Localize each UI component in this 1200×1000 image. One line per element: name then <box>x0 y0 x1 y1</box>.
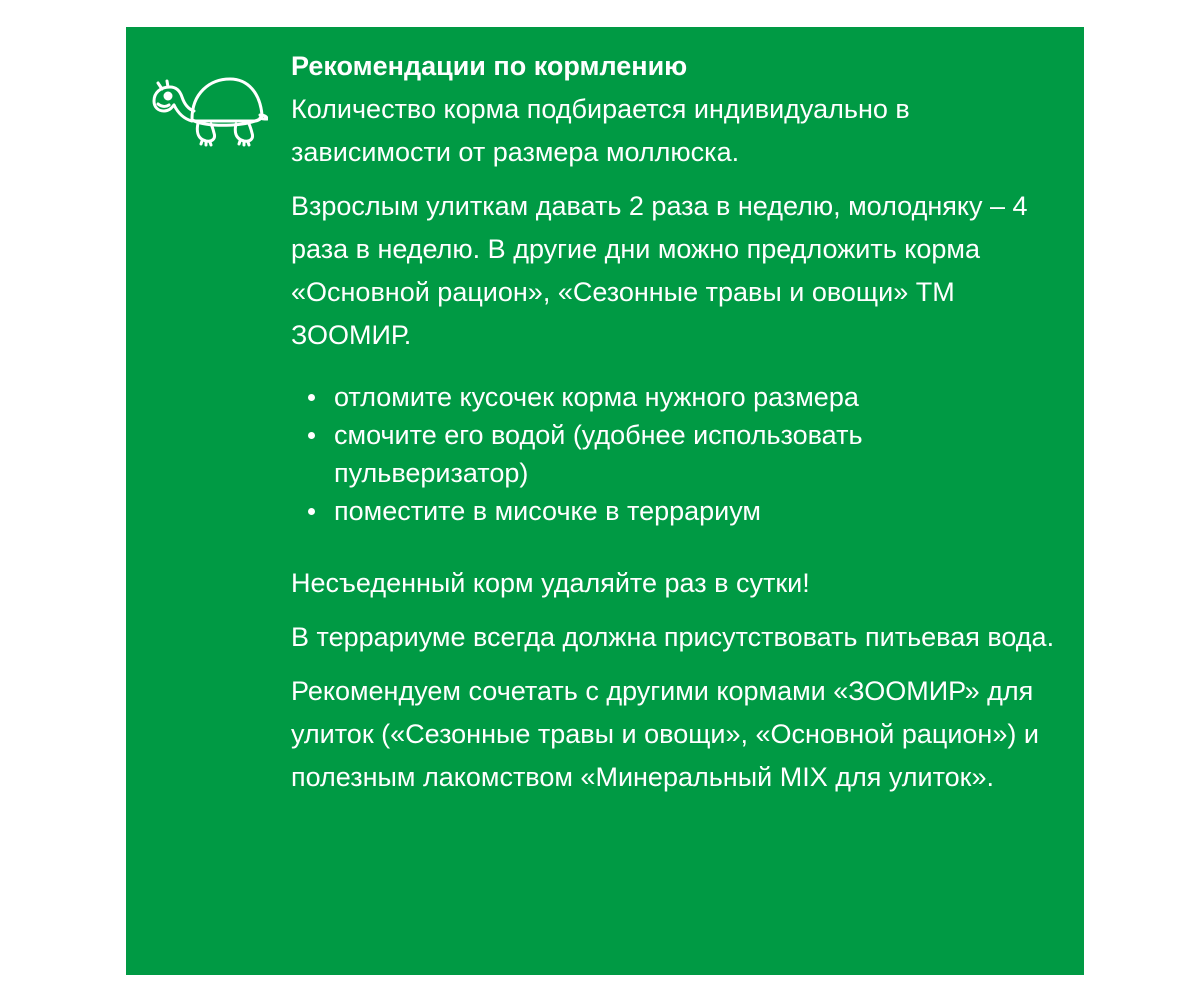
paragraph-remove-food: Несъеденный корм удаляйте раз в сутки! <box>291 568 810 598</box>
recommendations-content <box>291 47 1061 810</box>
paragraph-combine: Рекомендуем сочетать с другими кормами «ЗООМИР» для улиток («Сезонные травы и овощи», «Основной рацион») и полезным лакомством «Минеральный MIX для улиток». <box>291 676 1039 792</box>
list-item <box>308 378 1061 416</box>
feeding-recommendations-card <box>126 27 1084 975</box>
list-item-text: поместите в мисочке в террариум <box>334 496 761 526</box>
section-title: Рекомендации по кормлению <box>291 51 688 81</box>
paragraph-frequency: Взрослым улиткам давать 2 раза в неделю, молодняку – 4 раза в неделю. В другие дни можно предложить корма «Основной рацион», «Сезонные травы и овощи» ТМ ЗООМИР. <box>291 191 1028 350</box>
paragraph-amount: Количество корма подбирается индивидуально в зависимости от размера моллюска. <box>291 94 910 167</box>
turtle-icon <box>148 53 268 157</box>
feeding-steps-list <box>291 378 1061 530</box>
bullet-icon <box>308 432 315 439</box>
list-item-text: смочите его водой (удобнее использовать пульверизатор) <box>334 420 863 488</box>
paragraph-water: В террариуме всегда должна присутствовать питьевая вода. <box>291 622 1055 652</box>
list-item <box>308 492 1061 530</box>
bullet-icon <box>308 394 315 401</box>
list-item-text: отломите кусочек корма нужного размера <box>334 382 859 412</box>
bullet-icon <box>308 508 315 515</box>
list-item <box>308 416 1061 492</box>
